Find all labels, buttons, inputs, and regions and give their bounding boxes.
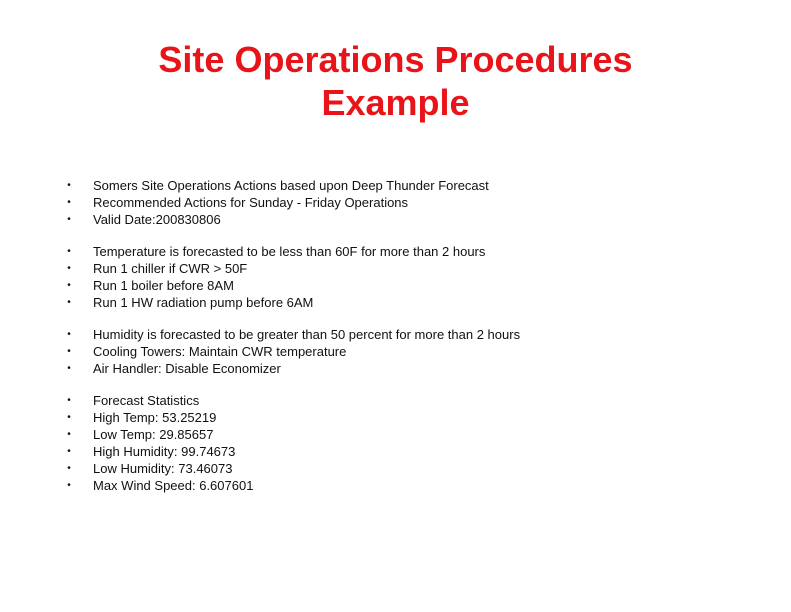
list-item [64,294,764,311]
list-item-text: Low Temp: 29.85657 [93,427,214,442]
list-item [64,426,764,443]
bullet-icon: • [67,263,71,274]
bullet-icon: • [67,297,71,308]
list-item-text: Valid Date:200830806 [93,212,221,227]
list-item [64,343,764,360]
bullet-icon: • [67,463,71,474]
bullet-icon: • [67,214,71,225]
list-item [64,277,764,294]
list-item [64,243,764,260]
list-item [64,392,764,409]
bullet-icon: • [67,197,71,208]
list-item [64,194,764,211]
bullet-icon: • [67,395,71,406]
bullet-icon: • [67,446,71,457]
list-item-text: Cooling Towers: Maintain CWR temperature [93,344,347,359]
list-item-text: Recommended Actions for Sunday - Friday Operations [93,195,409,210]
slide-title-line-2: Example [321,82,470,123]
slide-title-line-1: Site Operations Procedures [158,39,633,80]
list-item [64,477,764,494]
bullet-group-site-actions [64,177,764,228]
bullet-group-forecast-statistics [64,392,764,494]
bullet-icon: • [67,480,71,491]
bullet-icon: • [67,280,71,291]
bullet-icon: • [67,246,71,257]
bullet-icon: • [67,346,71,357]
list-item-text: Run 1 HW radiation pump before 6AM [93,295,314,310]
list-item [64,360,764,377]
list-item [64,211,764,228]
list-item [64,326,764,343]
bullet-icon: • [67,412,71,423]
list-item [64,460,764,477]
list-item-text: Temperature is forecasted to be less than 60F for more than 2 hours [93,244,486,259]
list-item-text: Air Handler: Disable Economizer [93,361,281,376]
list-item-text: Run 1 boiler before 8AM [93,278,234,293]
bullet-icon: • [67,329,71,340]
list-item [64,443,764,460]
list-item-text: High Humidity: 99.74673 [93,444,236,459]
list-item-text: Humidity is forecasted to be greater than 50 percent for more than 2 hours [93,327,521,342]
list-item-text: Low Humidity: 73.46073 [93,461,233,476]
list-item-text: Max Wind Speed: 6.607601 [93,478,254,493]
bullet-group-temperature [64,243,764,311]
bullet-icon: • [67,180,71,191]
bullet-icon: • [67,429,71,440]
list-item-text: Somers Site Operations Actions based upon Deep Thunder Forecast [93,178,489,193]
list-item-text: Run 1 chiller if CWR > 50F [93,261,248,276]
bullet-icon: • [67,363,71,374]
list-item-text: High Temp: 53.25219 [93,410,217,425]
slide-title [0,38,791,124]
list-item-text: Forecast Statistics [93,393,200,408]
list-item [64,177,764,194]
bullet-group-humidity [64,326,764,377]
bullet-groups [64,177,764,509]
list-item [64,260,764,277]
list-item [64,409,764,426]
